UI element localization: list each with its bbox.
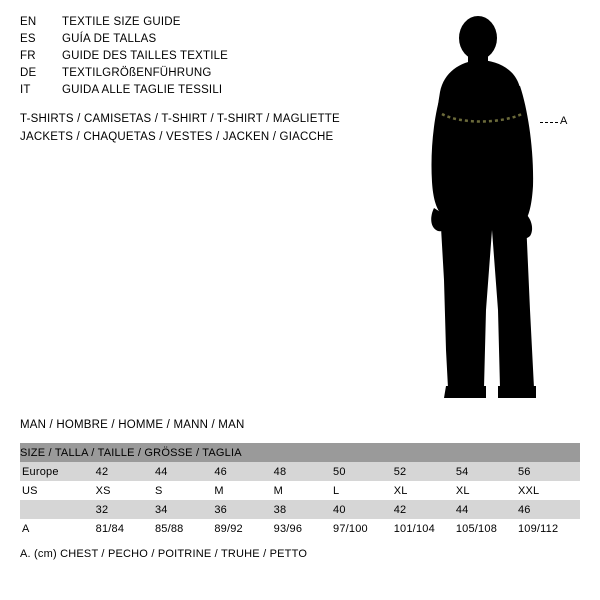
section-title-man: MAN / HOMBRE / HOMME / MANN / MAN bbox=[20, 419, 245, 431]
cell-us-4: L bbox=[333, 481, 394, 500]
cell-europe-4: 50 bbox=[333, 462, 394, 481]
cell-us-3: M bbox=[274, 481, 333, 500]
cell-a-7: 109/112 bbox=[518, 519, 580, 538]
cell-a-4: 97/100 bbox=[333, 519, 394, 538]
table-row bbox=[20, 500, 580, 519]
legend-language-text: TEXTILE SIZE GUIDE bbox=[62, 16, 181, 28]
measure-label-a: A bbox=[560, 115, 568, 127]
table-row bbox=[20, 481, 580, 500]
cell-numeric-2: 36 bbox=[214, 500, 273, 519]
cell-numeric-1: 34 bbox=[155, 500, 214, 519]
measure-pointer-dashes bbox=[540, 122, 558, 123]
legend-row bbox=[20, 65, 380, 82]
cell-a-2: 89/92 bbox=[214, 519, 273, 538]
legend-language-code: DE bbox=[20, 67, 37, 79]
cell-us-2: M bbox=[214, 481, 273, 500]
cell-a-5: 101/104 bbox=[394, 519, 456, 538]
cell-numeric-7: 46 bbox=[518, 500, 580, 519]
cell-europe-7: 56 bbox=[518, 462, 580, 481]
legend-language-code: ES bbox=[20, 33, 36, 45]
cell-a-0: 81/84 bbox=[96, 519, 155, 538]
cell-europe-1: 44 bbox=[155, 462, 214, 481]
table-row bbox=[20, 462, 580, 481]
cell-numeric-5: 42 bbox=[394, 500, 456, 519]
cell-a-1: 85/88 bbox=[155, 519, 214, 538]
legend-row bbox=[20, 14, 380, 31]
cell-numeric-3: 38 bbox=[274, 500, 333, 519]
category-tshirts: T-SHIRTS / CAMISETAS / T-SHIRT / T-SHIRT / MAGLIETTE bbox=[20, 113, 340, 125]
cell-us-6: XL bbox=[456, 481, 518, 500]
cell-europe-3: 48 bbox=[274, 462, 333, 481]
row-label-a: A bbox=[20, 519, 96, 538]
body-figure bbox=[400, 10, 600, 410]
cell-us-0: XS bbox=[96, 481, 155, 500]
table-header-row bbox=[20, 443, 580, 462]
row-label-numeric bbox=[20, 500, 96, 519]
garment-categories bbox=[20, 110, 400, 146]
cell-numeric-6: 44 bbox=[456, 500, 518, 519]
legend-language-code: EN bbox=[20, 16, 37, 28]
cell-us-7: XXL bbox=[518, 481, 580, 500]
cell-a-6: 105/108 bbox=[456, 519, 518, 538]
language-legend bbox=[20, 14, 380, 99]
legend-language-text: TEXTILGRÖßENFÜHRUNG bbox=[62, 67, 212, 79]
legend-row bbox=[20, 82, 380, 99]
row-label-europe: Europe bbox=[20, 462, 96, 481]
legend-row bbox=[20, 31, 380, 48]
cell-europe-6: 54 bbox=[456, 462, 518, 481]
legend-language-code: FR bbox=[20, 50, 36, 62]
cell-us-5: XL bbox=[394, 481, 456, 500]
cell-numeric-0: 32 bbox=[96, 500, 155, 519]
cell-europe-0: 42 bbox=[96, 462, 155, 481]
table-header-label: SIZE / TALLA / TAILLE / GRÖSSE / TAGLIA bbox=[20, 443, 580, 462]
legend-language-text: GUIDA ALLE TAGLIE TESSILI bbox=[62, 84, 223, 96]
male-silhouette-icon bbox=[400, 10, 600, 410]
table-row bbox=[20, 519, 580, 538]
legend-row bbox=[20, 48, 380, 65]
cell-a-3: 93/96 bbox=[274, 519, 333, 538]
legend-language-code: IT bbox=[20, 84, 31, 96]
size-table bbox=[20, 443, 580, 538]
cell-europe-5: 52 bbox=[394, 462, 456, 481]
cell-numeric-4: 40 bbox=[333, 500, 394, 519]
category-jackets: JACKETS / CHAQUETAS / VESTES / JACKEN / GIACCHE bbox=[20, 131, 334, 143]
legend-language-text: GUIDE DES TAILLES TEXTILE bbox=[62, 50, 229, 62]
cell-us-1: S bbox=[155, 481, 214, 500]
cell-europe-2: 46 bbox=[214, 462, 273, 481]
row-label-us: US bbox=[20, 481, 96, 500]
legend-language-text: GUÍA DE TALLAS bbox=[62, 33, 157, 45]
footnote-chest-measurement: A. (cm) CHEST / PECHO / POITRINE / TRUHE / PETTO bbox=[20, 548, 308, 560]
